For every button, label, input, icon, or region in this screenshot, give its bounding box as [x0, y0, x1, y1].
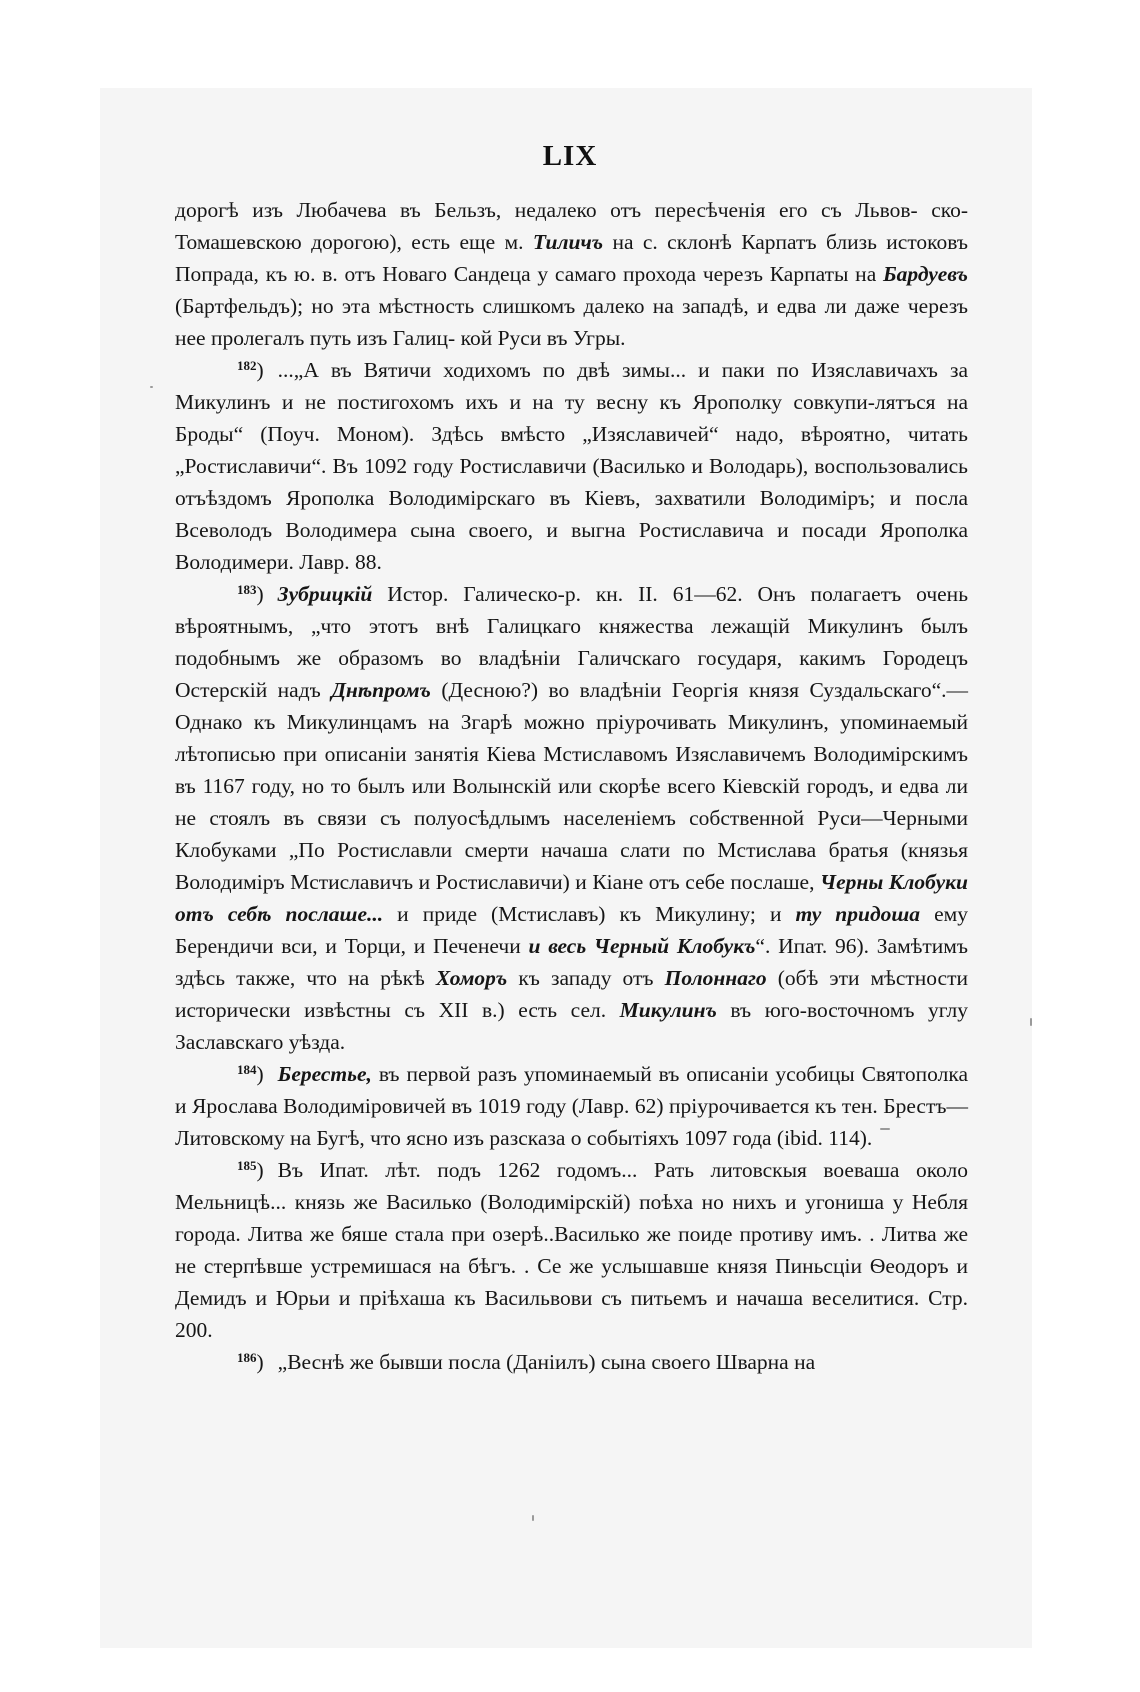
footnote-text: Истор. Галическо-р. кн. II. 61—62. Онъ полагаетъ очень вѣроятнымъ, „что этотъ внѣ Галицкаго княжества лежащій Микулинъ былъ подобнымъ же образомъ во владѣніи Галичскаго государя, какимъ Городецъ Остерскій надъ — [175, 582, 968, 702]
quote-emphasis: и весь Черный Клобукъ — [528, 934, 756, 958]
footnote-text: къ западу отъ — [507, 966, 665, 990]
intro-line-5: далеко на западѣ, и едва ли даже черезъ нее пролегалъ путь изъ Галиц- — [175, 294, 969, 350]
quote-emphasis: ту придоша — [795, 902, 921, 926]
footnote-number: 185 — [237, 1158, 257, 1173]
scan-speck — [880, 1128, 890, 1130]
footnote-text: ...„А въ Вятичи ходихомъ по двѣ зимы... и паки по Изяславичахъ за Микулинъ и не постигохомъ ихъ и на ту весну къ Ярополку совкупи-лятъся на Броды“ (Поуч. Моном). Здѣсь вмѣсто „Изяславичей“ надо, вѣроятно, читать „Ростиславичи“. Въ 1092 году Ростиславичи (Василько и Володарь), воспользовались отъѣздомъ Ярополка Володимірскаго въ Кіевъ, захватили Володиміръ; и посла Всеволодъ Володимера сына своего, и выгна Ростиславича и посади Ярополка Володимери. Лавр. 88. — [175, 358, 968, 574]
place-name: Берестье, — [277, 1062, 372, 1086]
footnote-number: 183 — [237, 582, 257, 597]
scan-speck — [150, 386, 153, 388]
footnote-paren: ) — [256, 1350, 264, 1374]
footnote-184 — [175, 1058, 968, 1154]
scan-speck — [1030, 1018, 1032, 1026]
footnote-text: (обѣ эти мѣстности исторически извѣстны съ XII в.) есть сел. — [175, 966, 968, 1022]
footnote-text: и приде (Мстиславъ) къ Микулину; и — [383, 902, 796, 926]
scan-speck — [532, 1515, 534, 1521]
river-name: Хоморъ — [435, 966, 508, 990]
place-name: Микулинъ — [619, 998, 717, 1022]
intro-line-3: близь истоковъ Попрада, къ ю. в. отъ Новаго Сандеца у самаго прохода — [175, 230, 969, 286]
intro-line-4-end: (Бартфельдъ); но эта мѣстность слишкомъ — [175, 294, 576, 318]
intro-line-6: кой Руси въ Угры. — [460, 326, 626, 350]
footnote-text: Въ Ипат. лѣт. подъ 1262 годомъ... Рать литовскыя воеваша около Мельницѣ... князь же Василько (Володимірскій) поѣха но нихъ и угониша у Небля города. Литва же бяше стала при озерѣ..Василько же поиде противу имъ. . Литва же не стерпѣвше устремишася на бѣгъ. . Се же услышавше князя Пиньсціи Ѳеодоръ и Демидъ и Юрьи и пріѣхаша къ Васильвови съ питьемъ и начаша веселитися. Стр. 200. — [175, 1158, 968, 1342]
footnote-number: 186 — [237, 1350, 257, 1365]
author-name: Зубрицкій — [277, 582, 373, 606]
footnote-text: “. Ипат. 96). Замѣтимъ здѣсь также, что на рѣкѣ — [175, 934, 968, 990]
intro-line-1: дорогѣ изъ Любачева въ Бельзъ, недалеко отъ пересѣченія его съ Львов- — [175, 198, 918, 222]
footnote-text: (Десною?) во владѣніи Георгія князя Суздальскаго“.—Однако къ Микулинцамъ на Згарѣ можно пріурочивать Микулинъ, упоминаемый лѣтописью при описаніи занятія Кіева Мстиславомъ Изяславичемъ Володимірскимъ въ 1167 году, но то былъ или Волынскій или скорѣе всего Кіевскій городъ, и едва ли не стоялъ въ связи съ полуосѣдлымъ населеніемъ собственной Руси—Черными Клобуками „По Ростиславли смерти начаша слати по Мстислава братья (князья Володиміръ Мстиславичъ и Ростиславичи) и Кіане отъ себе послаше, — [175, 678, 968, 894]
intro-line-4: черезъ Карпаты на — [702, 262, 883, 286]
footnote-183 — [175, 578, 968, 1058]
footnote-text: въ юго-восточномъ углу Заславскаго уѣзда. — [175, 998, 969, 1054]
footnote-text: „Веснѣ же бывши посла (Даніилъ) сына своего Шварна на — [277, 1350, 816, 1374]
intro-place-barduev: Бардуевъ — [883, 262, 968, 286]
intro-place-tilich: Тиличъ — [532, 230, 604, 254]
intro-line-2-end: на с. склонѣ Карпатъ — [603, 230, 817, 254]
footnote-186 — [175, 1346, 968, 1378]
footnote-text: въ первой разъ упоминаемый въ описаніи усобицы Святополка и Ярослава Володиміровичей въ 1019 году (Лавр. 62) пріурочивается къ тен. Брестъ—Литовскому на Бугѣ, что ясно изъ разсказа о событіяхъ 1097 года (ibid. 114). — [175, 1062, 968, 1150]
footnote-number: 182 — [237, 358, 257, 373]
place-name: Полоннаго — [664, 966, 767, 990]
intro-paragraph — [175, 194, 968, 354]
quote-emphasis: Черны Клобуки отъ себѣ послаше... — [175, 870, 968, 926]
footnote-paren: ) — [256, 1062, 264, 1086]
footnote-paren: ) — [256, 1158, 264, 1182]
footnote-paren: ) — [256, 358, 264, 382]
intro-line-2: ско-Томашевскою дорогою), есть еще м. — [175, 198, 968, 254]
footnote-number: 184 — [237, 1062, 257, 1077]
footnote-paren: ) — [256, 582, 264, 606]
footnote-text: ему Берендичи вси, и Торци, и Печенечи — [175, 902, 969, 958]
footnote-182 — [175, 354, 968, 578]
place-name: Днѣпромъ — [331, 678, 431, 702]
page-number: LIX — [542, 140, 598, 172]
footnote-185 — [175, 1154, 968, 1346]
page-body — [175, 194, 968, 1378]
